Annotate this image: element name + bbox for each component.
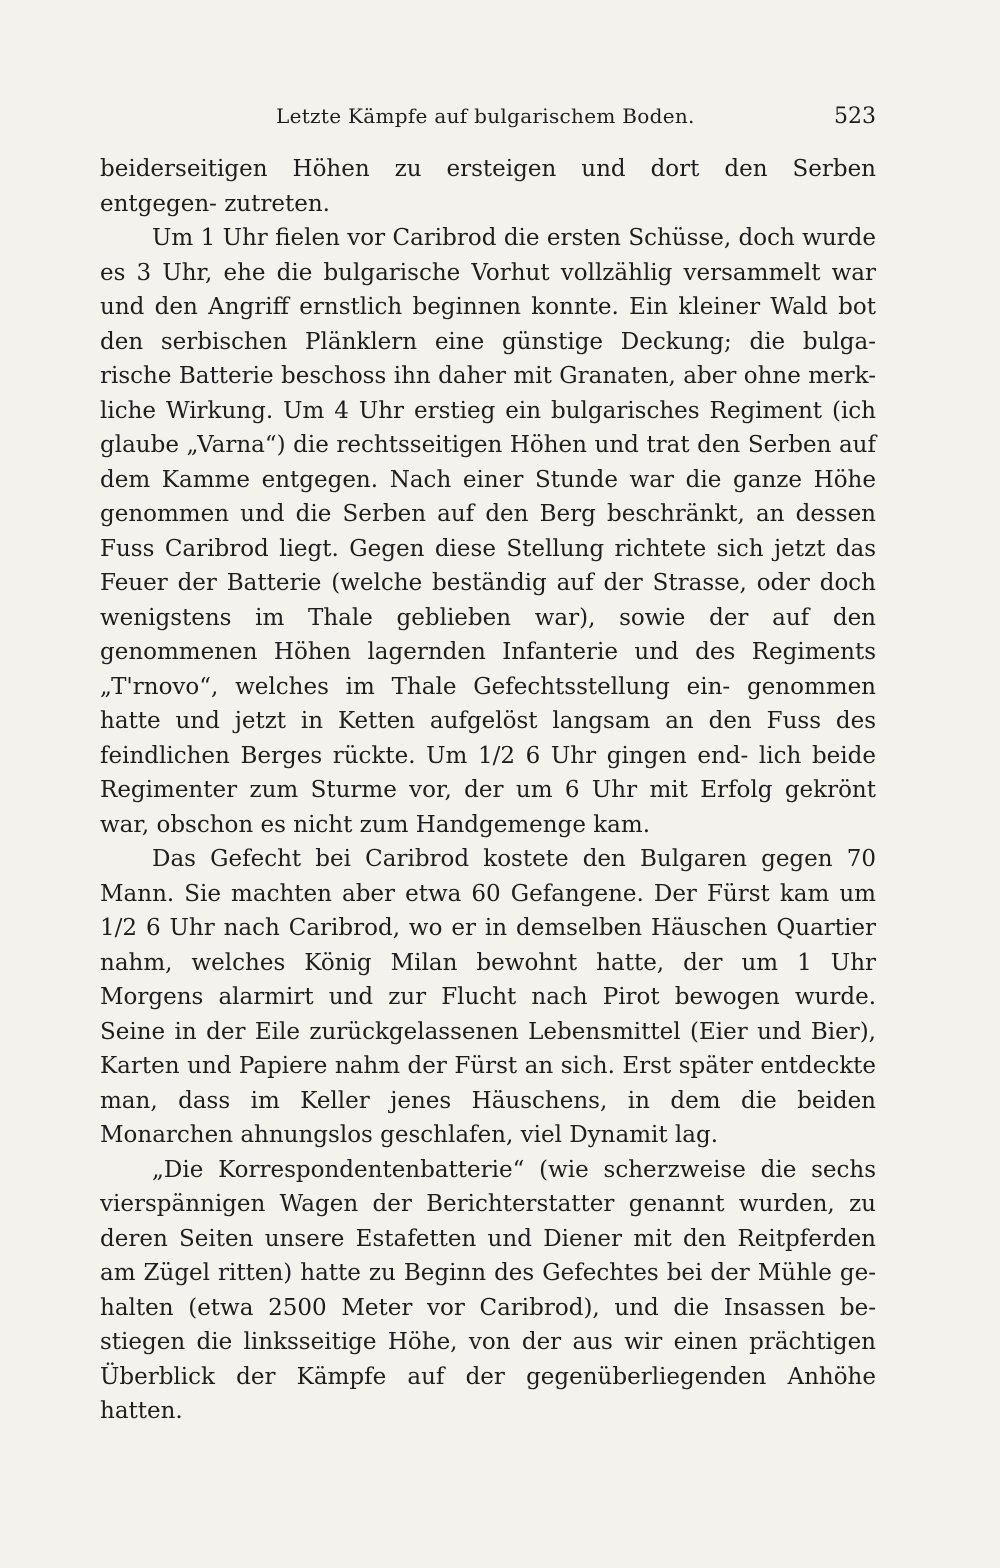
- page-number: 523: [834, 104, 876, 129]
- paragraph-continuation: beiderseitigen Höhen zu ersteigen und dort den Serben entgegen- zutreten.: [100, 156, 876, 217]
- paragraph-correspondents: „Die Korrespondentenbatterie“ (wie scherzweise die sechs vierspännigen Wagen der Berichterstatter genannt wurden, zu deren Seiten unsere Estafetten und Diener mit den Reitpferden am Zügel ritten) hatte zu Beginn des Gefechtes bei der Mühle ge- halten (etwa 2500 Meter vor Caribrod), und die Insassen be- stiegen die linksseitige Höhe, von der aus wir einen prächtigen Überblick der Kämpfe auf der gegenüberliegenden Anhöhe hatten.: [100, 1156, 876, 1424]
- page-body: [100, 152, 876, 1429]
- page-header: [100, 104, 876, 134]
- running-title: Letzte Kämpfe auf bulgarischem Boden.: [276, 104, 695, 128]
- paragraph-skirmish: Um 1 Uhr fielen vor Caribrod die ersten Schüsse, doch wurde es 3 Uhr, ehe die bulgarische Vorhut vollzählig versammelt war und den Angriff ernstlich beginnen konnte. Ein kleiner Wald bot den serbischen Plänklern eine günstige Deckung; die bulga- rische Batterie beschoss ihn daher mit Granaten, aber ohne merk- liche Wirkung. Um 4 Uhr erstieg ein bulgarisches Regiment (ich glaube „Varna“) die rechtsseitigen Höhen und trat den Serben auf dem Kamme entgegen. Nach einer Stunde war die ganze Höhe genommen und die Serben auf den Berg beschränkt, an dessen Fuss Caribrod liegt. Gegen diese Stellung richtete sich jetzt das Feuer der Batterie (welche beständig auf der Strasse, oder doch wenigstens im Thale geblieben war), sowie der auf den genommenen Höhen lagernden Infanterie und des Regiments „T'rnovo“, welches im Thale Gefechtsstellung ein- genommen hatte und jetzt in Ketten aufgelöst langsam an den Fuss des feindlichen Berges rückte. Um 1/2 6 Uhr gingen end- lich beide Regimenter zum Sturme vor, der um 6 Uhr mit Erfolg gekrönt war, obschon es nicht zum Handgemenge kam.: [100, 225, 876, 838]
- paragraph-losses: Das Gefecht bei Caribrod kostete den Bulgaren gegen 70 Mann. Sie machten aber etwa 60 Gefangene. Der Fürst kam um 1/2 6 Uhr nach Caribrod, wo er in demselben Häuschen Quartier nahm, welches König Milan bewohnt hatte, der um 1 Uhr Morgens alarmirt und zur Flucht nach Pirot bewogen wurde. Seine in der Eile zurückgelassenen Lebensmittel (Eier und Bier), Karten und Papiere nahm der Fürst an sich. Erst später entdeckte man, dass im Keller jenes Häuschens, in dem die beiden Monarchen ahnungslos geschlafen, viel Dynamit lag.: [100, 846, 876, 1148]
